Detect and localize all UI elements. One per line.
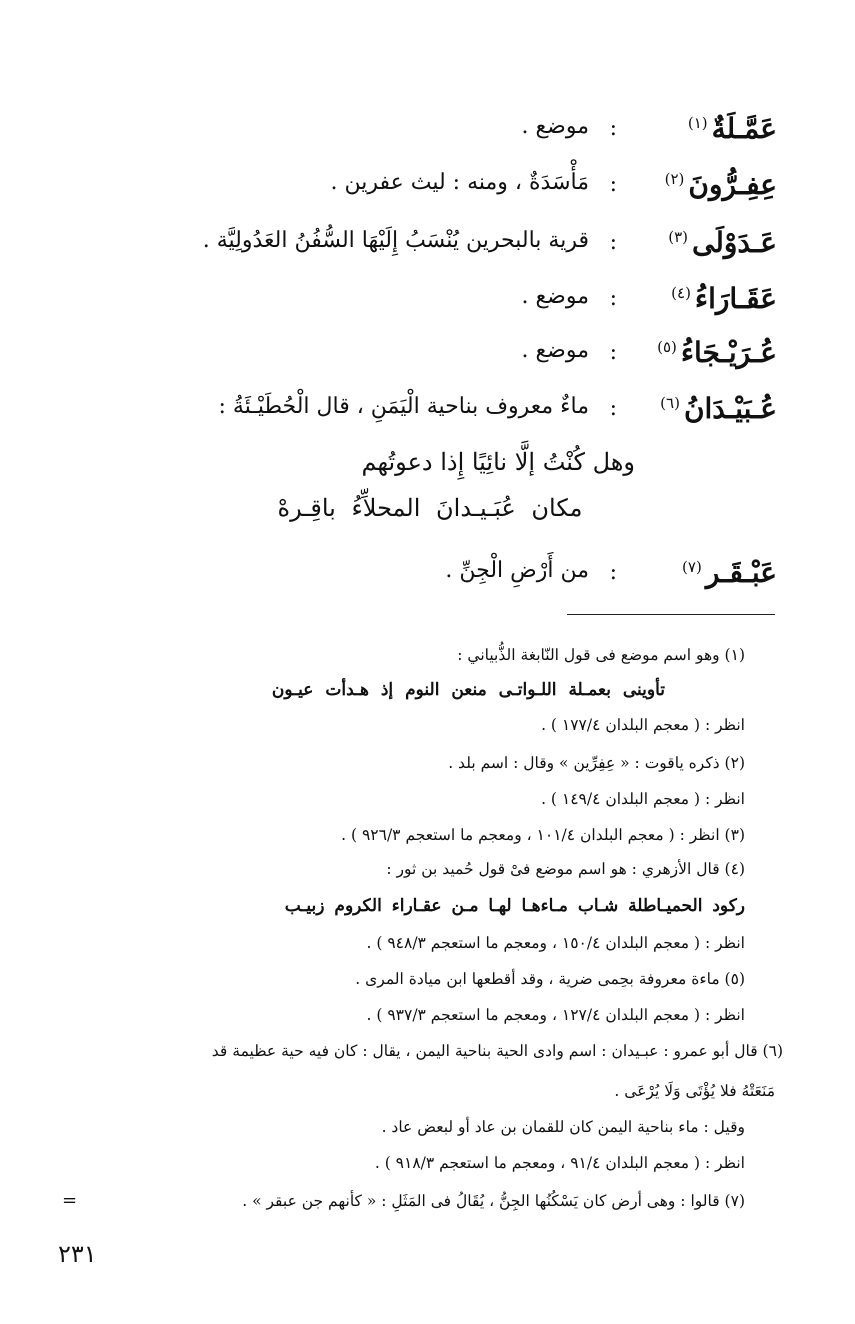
- entry-7: [77, 556, 777, 606]
- footnote-2-ref: انظر : ( معجم البلدان ١٤٩/٤ ) .: [541, 790, 745, 808]
- headword: عَـدَوْلَى$^{(٣)}$: [668, 226, 777, 259]
- footnote-6: (٦) قال أبو عمرو : عبـيدان : اسم وادى الحية بناحية اليمن ، يقال : كان فيه حية عظيمة قد: [211, 1042, 783, 1060]
- footnote-4-ref: انظر : ( معجم البلدان ١٥٠/٤ ، ومعجم ما استعجم ٩٤٨/٣ ) .: [366, 934, 745, 952]
- footnote-5-ref: انظر : ( معجم البلدان ١٢٧/٤ ، ومعجم ما استعجم ٩٣٧/٣ ) .: [366, 1006, 745, 1024]
- colon: :: [609, 230, 617, 255]
- definition: موضع .: [521, 338, 589, 363]
- colon: :: [609, 286, 617, 311]
- verse-line-1: وهل كُنْتُ إلَّا نائِيًا إِذا دعوتُهم: [361, 448, 635, 476]
- colon: :: [609, 396, 617, 421]
- entry-4: [77, 282, 777, 332]
- entry-3: [77, 226, 777, 276]
- footnote-7: (٧) قالوا : وهى أرض كان يَسْكُنُها الجِنُّ ، يُقَالُ فى المَثَلِ : « كأنهم جن عبقر » .: [242, 1192, 745, 1210]
- footnote-1-ref: انظر : ( معجم البلدان ١٧٧/٤ ) .: [541, 716, 745, 734]
- definition: قرية بالبحرين يُنْسَبُ إِلَيْهَا السُّفُنُ العَدُولِيَّة .: [202, 228, 589, 253]
- footnote-ref: (٥): [657, 337, 677, 356]
- definition: من أَرْضِ الْجِنِّ .: [445, 558, 589, 583]
- headword: عِفِـرُّونَ$^{(٢)}$: [664, 168, 777, 201]
- footnote-6-ref: انظر : ( معجم البلدان ٩١/٤ ، ومعجم ما استعجم ٩١٨/٣ ) .: [374, 1154, 745, 1172]
- headword: عُـرَيْـجَاءُ$^{(٥)}$: [657, 336, 777, 369]
- footnote-ref: (١): [687, 113, 708, 132]
- entry-2: [77, 168, 777, 218]
- continuation-mark: =: [62, 1190, 78, 1211]
- footnote-ref: (٢): [664, 169, 685, 188]
- verse-line-2: مكان عُبَـيـدانَ المحلاِّءُ باقِـرهْ: [277, 494, 583, 522]
- colon: :: [609, 560, 617, 585]
- headword: عَبْـقَـر$^{(٧)}$: [682, 556, 777, 589]
- page-number: ٢٣١: [58, 1240, 97, 1268]
- footnote-6-cont: مَنَعَتْهُ فلا يُؤْتَى وَلَا يُرْعَى .: [614, 1082, 775, 1100]
- colon: :: [609, 116, 617, 141]
- footnote-4-verse: ركود الحميـاطلة شـاب مـاءهـا لهـا مـن عقـاراء الكروم زبيـب: [284, 896, 745, 916]
- footnote-ref: (٦): [660, 393, 680, 412]
- definition: ماءٌ معروف بناحية الْيَمَنِ ، قال الْحُطَيْـئَةُ :: [218, 394, 589, 419]
- definition: موضع .: [521, 284, 589, 309]
- footnote-1: (١) وهو اسم موضع فى قول النّابغة الذُّبياني :: [457, 646, 745, 664]
- footnote-separator: [567, 614, 775, 615]
- entry-5: [77, 336, 777, 386]
- colon: :: [609, 340, 617, 365]
- headword: عُـبَيْـدَانُ$^{(٦)}$: [660, 392, 777, 425]
- footnote-1-verse: تأوينى بعمـلة اللـواتـى منعن النوم إذ هـدأت عيـون: [271, 680, 665, 700]
- entry-6: [77, 392, 777, 442]
- footnote-5: (٥) ماءة معروفة بحِمى ضرية ، وقد أقطعها ابن ميادة المرى .: [355, 970, 745, 988]
- footnote-6-alt: وقيل : ماء بناحية اليمن كان للقمان بن عاد أو لبعض عاد .: [381, 1118, 745, 1136]
- footnote-ref: (٣): [668, 227, 688, 246]
- footnote-4: (٤) قال الأزهري : هو اسم موضع فىْ قول حُميد بن ثور :: [386, 860, 745, 878]
- footnote-3: (٣) انظر : ( معجم البلدان ١٠١/٤ ، ومعجم ما استعجم ٩٢٦/٣ ) .: [341, 826, 745, 844]
- colon: :: [609, 172, 617, 197]
- footnote-ref: (٤): [671, 283, 691, 302]
- entry-1: [77, 112, 777, 162]
- definition: موضع .: [521, 114, 589, 139]
- footnote-2: (٢) ذكره ياقوت : « عِفِرِّين » وقال : اسم بلد .: [448, 754, 745, 772]
- headword: عَمَّـلَةٌ$^{(١)}$: [687, 112, 777, 145]
- definition: مَأْسَدَةٌ ، ومنه : ليث عفرين .: [330, 170, 589, 195]
- footnote-ref: (٧): [682, 557, 702, 576]
- headword: عَقَـارَاءُ$^{(٤)}$: [671, 282, 777, 315]
